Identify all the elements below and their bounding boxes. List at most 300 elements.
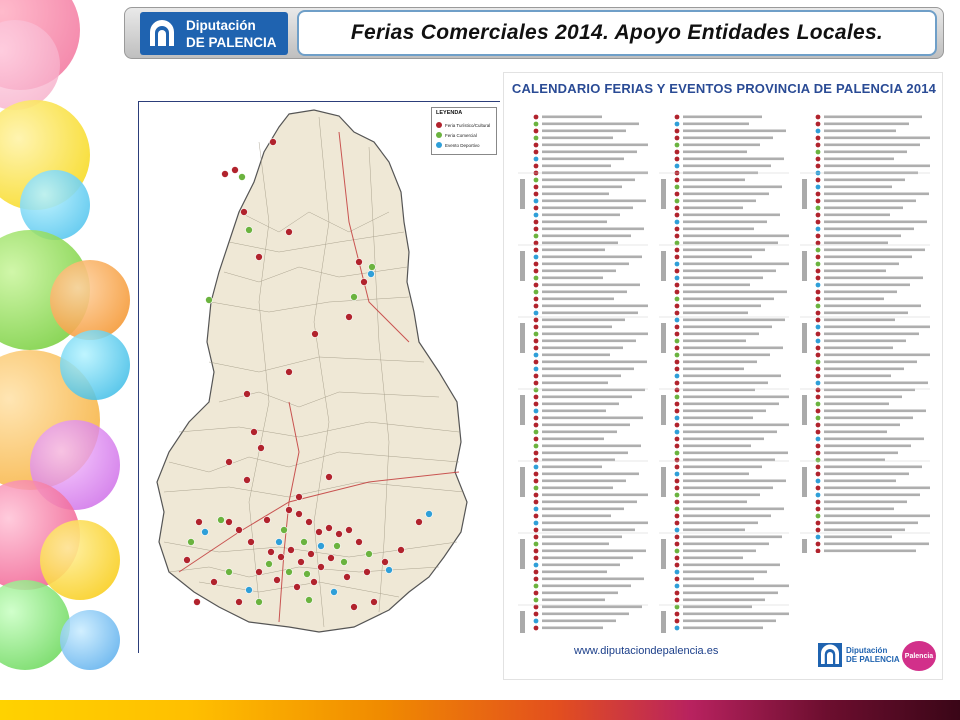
calendar-entry-text [542,270,616,273]
calendar-entry-text [542,200,646,203]
calendar-entry-marker [534,339,539,344]
calendar-entry-marker [816,458,821,463]
calendar-entry-marker [534,416,539,421]
calendar-entry-marker [675,521,680,526]
calendar-entry-text [824,438,924,441]
calendar-entry-text [824,487,930,490]
calendar-entry-marker [675,304,680,309]
calendar-entry-text [542,130,626,133]
calendar-entry-text [683,291,787,294]
calendar-entry-text [683,627,763,630]
calendar-entry-marker [816,409,821,414]
calendar-entry-marker [675,199,680,204]
calendar-entry-marker [816,500,821,505]
calendar-entry-text [542,445,641,448]
calendar-entry-marker [816,311,821,316]
calendar-entry-text [824,200,916,203]
calendar-entry-marker [534,402,539,407]
calendar-entry-text [683,235,789,238]
calendar-column [659,113,789,633]
calendar-entry-text [683,585,789,588]
calendar-entry-text [683,158,784,161]
month-label [802,251,807,281]
calendar-entry-marker [816,493,821,498]
calendar-entry-marker [816,234,821,239]
calendar-entry-marker [816,514,821,519]
month-label [520,395,525,425]
calendar-entry-text [542,452,628,455]
calendar-entry-marker [675,234,680,239]
legend-item [436,132,477,138]
calendar-entry-marker [816,150,821,155]
calendar-entry-text [824,543,929,546]
calendar-entry-text [542,473,639,476]
calendar-entry-text [683,242,778,245]
month-label [661,395,666,425]
calendar-entry-text [683,571,767,574]
calendar-entry-text [542,179,635,182]
calendar-entry-marker [816,164,821,169]
calendar-entry-text [683,116,762,119]
calendar-entry-marker [534,605,539,610]
calendar-entry-marker [675,164,680,169]
calendar-entry-marker [816,549,821,553]
calendar-entry-text [542,403,619,406]
calendar-entry-text [683,564,780,567]
calendar-entry-marker [816,542,821,547]
calendar-entry-text [683,550,756,553]
calendar-entry-text [683,144,760,147]
calendar-entry-text [683,326,772,329]
calendar-entry-text [683,543,769,546]
calendar-entry-text [542,585,631,588]
calendar-entry-text [824,396,902,399]
calendar-entry-text [824,445,911,448]
calendar-entry-text [683,438,764,441]
calendar-entry-marker [816,241,821,246]
calendar-entry-marker [816,185,821,190]
calendar-entry-marker [534,514,539,519]
calendar-entry-text [824,137,930,140]
calendar-entry-text [683,298,774,301]
calendar-entry-text [542,438,604,441]
calendar-entry-marker [534,318,539,323]
calendar-entry-text [683,613,789,616]
calendar-entry-text [824,410,926,413]
calendar-entry-marker [816,318,821,323]
calendar-entry-marker [675,626,680,631]
calendar-entry-text [824,263,899,266]
calendar-entry-marker [534,458,539,463]
calendar-entry-marker [534,269,539,274]
month-label [520,323,525,353]
calendar-entry-marker [534,542,539,547]
calendar-entry-marker [816,115,821,120]
calendar-entry-text [824,165,930,168]
calendar-entry-text [824,298,884,301]
calendar-entry-text [542,599,605,602]
province-map-graphic [139,102,501,654]
calendar-entry-marker [534,227,539,232]
calendar-entry-marker [675,416,680,421]
calendar-entry-text [683,606,752,609]
month-label [802,395,807,425]
calendar-entry-text [542,144,648,147]
calendar-entry-marker [816,444,821,449]
calendar-entry-text [683,417,753,420]
month-label [802,539,807,553]
calendar-entry-marker [675,444,680,449]
calendar-entry-marker [816,465,821,470]
calendar-entry-text [824,508,894,511]
calendar-entry-marker [534,451,539,456]
calendar-entry-text [824,333,919,336]
month-label [520,467,525,497]
calendar-entry-text [542,361,647,364]
calendar-entry-text [542,326,612,329]
month-label [520,611,525,633]
calendar-entry-marker [534,556,539,561]
calendar-entry-marker [534,297,539,302]
month-label [661,251,666,281]
calendar-entry-marker [675,584,680,589]
calendar-entry-marker [534,199,539,204]
calendar-entry-text [542,543,609,546]
calendar-entry-marker [534,570,539,575]
calendar-entry-marker [534,276,539,281]
calendar-entry-marker [534,535,539,540]
calendar-entry-marker [816,206,821,211]
calendar-entry-text [683,319,785,322]
calendar-entry-marker [534,346,539,351]
logo-text-line1: Diputación [186,18,256,33]
calendar-entry-text [542,158,624,161]
calendar-entry-marker [534,367,539,372]
calendar-logo-line2: DE PALENCIA [846,655,900,664]
month-label [802,323,807,353]
calendar-entry-text [542,396,632,399]
logo-text-line2: DE PALENCIA [186,35,277,50]
calendar-entry-text [824,431,887,434]
calendar-entry-marker [816,129,821,134]
calendar-entry-text [542,214,620,217]
calendar-entry-text [683,620,776,623]
calendar-entry-text [683,361,757,364]
decor-bubble [50,260,130,340]
calendar-entry-marker [816,430,821,435]
calendar-entry-marker [534,311,539,316]
calendar-entry-marker [816,472,821,477]
calendar-entry-text [824,312,908,315]
month-label [661,467,666,497]
calendar-entry-marker [816,507,821,512]
calendar-entry-marker [816,346,821,351]
calendar-entry-text [683,445,751,448]
calendar-entry-text [683,263,789,266]
calendar-entry-text [683,480,786,483]
calendar-entry-marker [534,262,539,267]
calendar-entry-text [824,116,922,119]
calendar-entry-marker [816,325,821,330]
calendar-entry-marker [534,164,539,169]
calendar-entry-text [542,536,622,539]
calendar-entry-marker [816,304,821,309]
calendar-entry-marker [534,332,539,337]
calendar-entry-text [683,487,773,490]
calendar-entry-marker [816,451,821,456]
calendar-entry-text [683,221,767,224]
calendar-entry-text [824,375,891,378]
calendar-entry-text [542,123,639,126]
calendar-entry-marker [816,388,821,393]
calendar-entry-marker [675,528,680,533]
calendar-entry-marker [675,157,680,162]
calendar-entry-marker [816,297,821,302]
calendar-entry-marker [534,304,539,309]
calendar-entry-text [542,319,625,322]
calendar-entry-marker [534,619,539,624]
calendar-entry-text [542,340,636,343]
calendar-entry-text [542,137,613,140]
calendar-entry-marker [675,185,680,190]
calendar-entry-text [683,557,743,560]
calendar-entry-marker [675,535,680,540]
month-label [802,179,807,209]
calendar-entry-marker [534,479,539,484]
province-map [138,101,500,653]
calendar-entry-text [683,333,759,336]
calendar-entry-text [542,613,629,616]
calendar-entry-text [542,228,644,231]
calendar-entry-text [824,452,898,455]
calendar-entry-marker [675,213,680,218]
calendar-entry-marker [534,374,539,379]
calendar-entry-marker [816,255,821,260]
legend-title: LEYENDA [436,110,463,116]
events-calendar [503,72,943,680]
calendar-entry-text [824,417,913,420]
calendar-entry-marker [534,122,539,127]
calendar-entry-text [542,165,611,168]
calendar-entry-marker [534,213,539,218]
calendar-entry-marker [675,353,680,358]
calendar-entry-marker [816,220,821,225]
calendar-entry-text [824,319,895,322]
calendar-entry-marker [816,122,821,127]
calendar-entry-marker [534,241,539,246]
calendar-entry-marker [534,493,539,498]
calendar-entry-text [683,284,750,287]
calendar-entry-marker [675,318,680,323]
calendar-entries-graphic [800,113,930,553]
calendar-entry-text [824,347,893,350]
calendar-entry-marker [675,262,680,267]
calendar-entry-marker [534,598,539,603]
calendar-entry-marker [816,157,821,162]
month-label [661,179,666,209]
calendar-entry-marker [675,136,680,141]
calendar-entry-text [824,249,925,252]
calendar-entry-marker [534,423,539,428]
calendar-entry-text [683,403,779,406]
calendar-entry-marker [675,458,680,463]
calendar-entry-marker [675,220,680,225]
calendar-entry-marker [534,136,539,141]
calendar-entry-marker [816,332,821,337]
calendar-entry-marker [816,535,821,540]
calendar-entry-text [542,424,630,427]
diputacion-arch-icon [818,643,842,667]
calendar-logo-line1: Diputación [846,646,888,655]
calendar-entry-text [542,193,609,196]
calendar-entry-marker [534,626,539,631]
calendar-entry-marker [816,395,821,400]
calendar-entry-text [824,256,912,259]
month-label [520,251,525,281]
calendar-entry-text [542,256,642,259]
calendar-entry-text [824,501,907,504]
calendar-entry-text [542,305,648,308]
calendar-entry-marker [675,150,680,155]
calendar-entry-marker [534,129,539,134]
calendar-entry-marker [675,143,680,148]
calendar-entry-text [683,466,762,469]
calendar-entry-marker [675,367,680,372]
calendar-entry-text [542,606,642,609]
calendar-entry-marker [675,619,680,624]
calendar-entry-marker [675,374,680,379]
calendar-entry-text [824,179,905,182]
calendar-entry-text [683,515,771,518]
calendar-entry-text [542,186,622,189]
calendar-entry-text [824,354,930,357]
calendar-entry-text [683,340,746,343]
calendar-entry-text [824,536,892,539]
calendar-entry-marker [816,423,821,428]
calendar-entry-marker [675,570,680,575]
calendar-entry-marker [675,598,680,603]
calendar-entry-text [542,277,603,280]
calendar-entry-marker [534,248,539,253]
calendar-entry-marker [816,290,821,295]
calendar-entry-marker [816,360,821,365]
calendar-entry-text [824,207,903,210]
calendar-entry-marker [816,227,821,232]
calendar-entry-text [683,249,765,252]
calendar-entry-text [542,312,638,315]
calendar-entry-text [683,410,766,413]
calendar-entry-text [683,200,756,203]
calendar-entry-text [683,214,780,217]
calendar-entry-marker [534,507,539,512]
decor-bubble [60,330,130,400]
calendar-entry-marker [816,402,821,407]
calendar-entry-text [683,165,771,168]
calendar-entry-marker [675,423,680,428]
calendar-entry-marker [534,465,539,470]
calendar-entry-text [683,277,763,280]
calendar-column [518,113,648,633]
calendar-entry-marker [675,395,680,400]
calendar-entry-marker [675,514,680,519]
calendar-entry-text [542,291,627,294]
calendar-entry-text [542,564,620,567]
calendar-entry-text [542,627,603,630]
calendar-entry-text [824,291,897,294]
calendar-entry-text [542,508,624,511]
calendar-entry-text [683,501,747,504]
calendar-entry-marker [675,276,680,281]
calendar-entry-marker [675,115,680,120]
calendar-entry-text [824,403,889,406]
month-label [661,539,666,569]
calendar-entry-marker [675,388,680,393]
calendar-entry-text [824,550,916,553]
legend-item-label: Evento Deportivo [445,142,480,148]
calendar-entry-marker [816,479,821,484]
calendar-entry-text [824,193,929,196]
calendar-entry-marker [534,563,539,568]
calendar-entry-marker [534,388,539,393]
calendar-entry-marker [816,339,821,344]
calendar-entry-text [683,592,778,595]
calendar-entry-text [824,158,894,161]
calendar-entry-text [542,529,635,532]
calendar-entry-marker [675,591,680,596]
calendar-entry-marker [534,283,539,288]
calendar-entry-text [542,242,618,245]
calendar-entry-text [683,256,752,259]
calendar-entry-text [683,207,743,210]
calendar-entry-marker [816,262,821,267]
legend-item [436,142,480,148]
calendar-entry-marker [816,136,821,141]
map-legend [431,107,497,155]
calendar-entry-text [542,431,617,434]
blue-dot-icon [436,142,442,148]
calendar-entry-marker [816,213,821,218]
calendar-entry-text [683,354,770,357]
calendar-entry-text [542,571,607,574]
calendar-entry-marker [534,143,539,148]
calendar-entry-text [824,214,890,217]
calendar-entry-text [683,536,782,539]
calendar-entry-marker [675,381,680,386]
calendar-entry-marker [534,472,539,477]
legend-item-label: Feria Turístico/Cultural [445,122,491,128]
calendar-entry-text [683,508,784,511]
calendar-entry-text [542,263,629,266]
calendar-entry-marker [534,325,539,330]
calendar-entry-marker [675,227,680,232]
calendar-entry-marker [816,199,821,204]
month-label [520,179,525,209]
calendar-column [800,113,930,553]
calendar-entry-text [542,466,602,469]
website-link[interactable]: www.diputaciondepalencia.es [574,645,719,657]
calendar-entry-marker [675,129,680,134]
calendar-entry-marker [675,248,680,253]
calendar-entry-marker [675,563,680,568]
calendar-entry-marker [534,444,539,449]
calendar-entry-text [824,123,909,126]
calendar-entry-marker [816,269,821,274]
calendar-entry-text [683,599,765,602]
calendar-entry-marker [675,556,680,561]
calendar-entry-text [683,270,776,273]
calendar-entry-marker [534,360,539,365]
month-label [802,467,807,497]
